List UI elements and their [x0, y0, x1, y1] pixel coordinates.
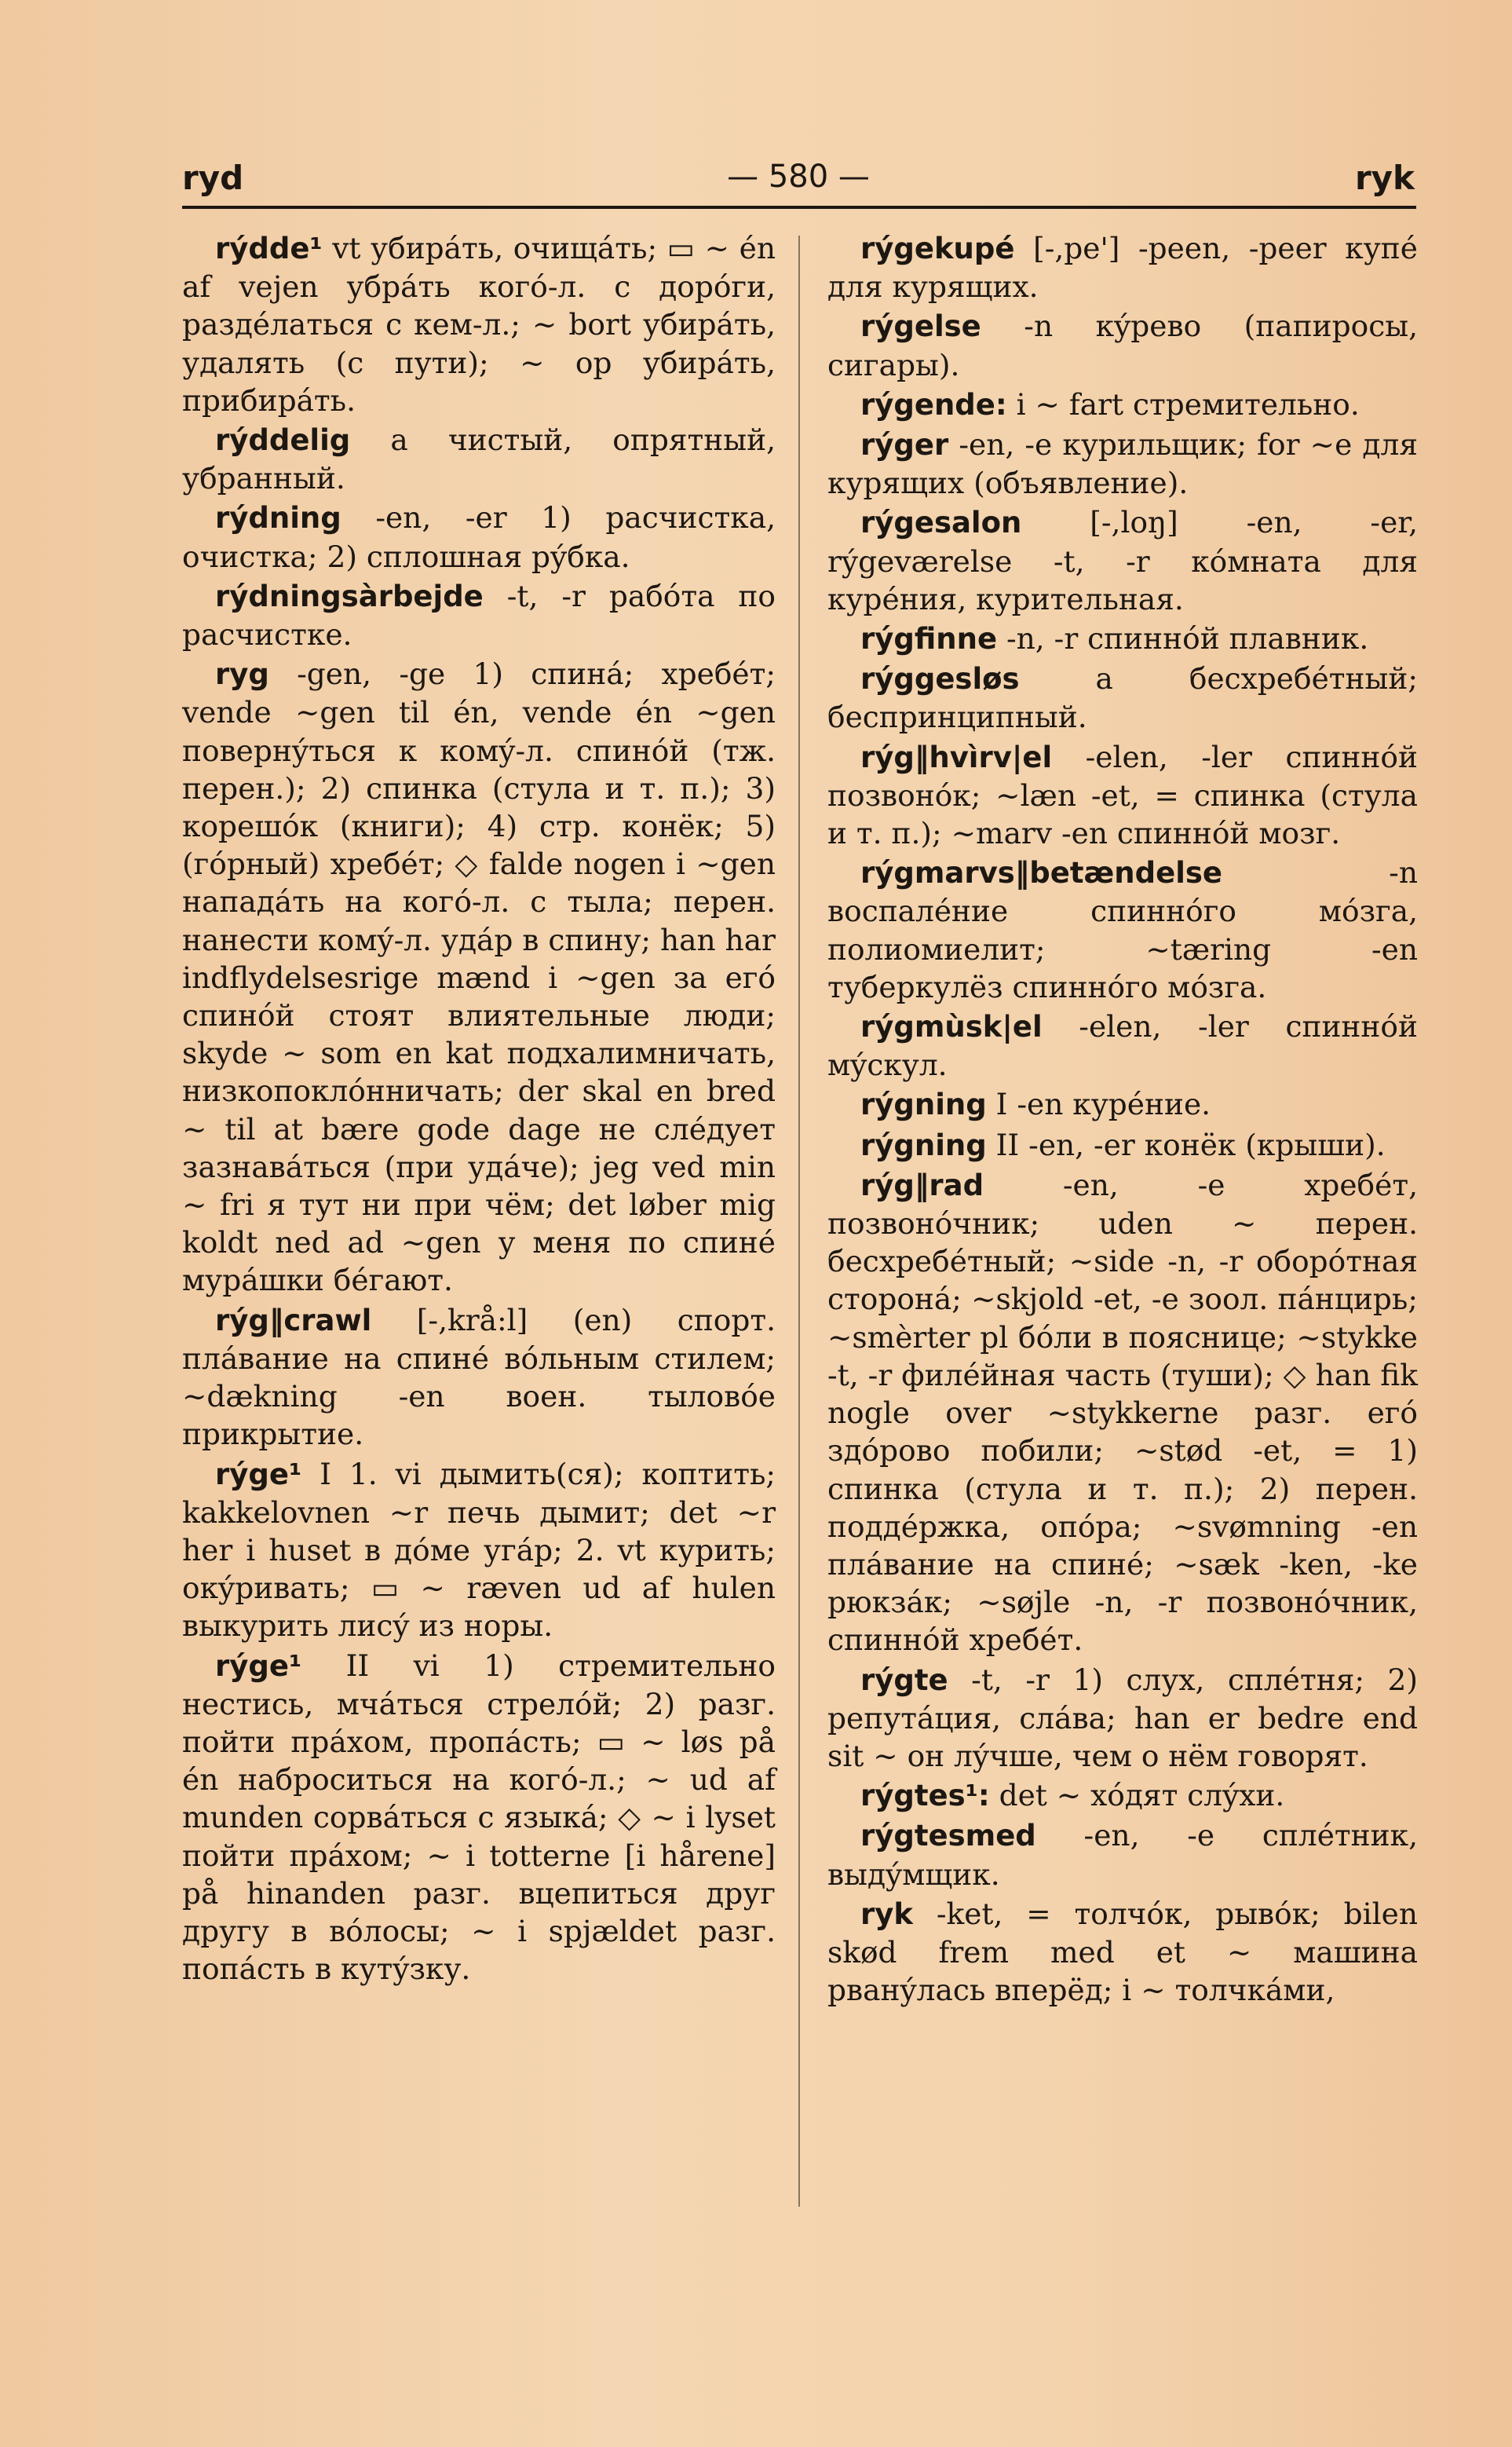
entry-body: -t, -r рабóта по расчистке. [182, 578, 776, 653]
dictionary-entry [827, 426, 1418, 502]
entry-body: -gen, -ge 1) спинá; хребéт; vende ~gen til én, vende én ~gen повернýться к комý-л. спинóй (тж. перен.); 2) спинка (стула и т. п.); 3) корешóк (книги); 4) стр. конёк; 5) (гóрный) хребéт; ◇ falde nogen i ~gen нападáть на когó-л. с тыла; перен. нанести комý-л. удáр в спину; han har indflydelsesrige mænd i ~gen за егó спинóй стоят влиятельные люди; skyde ~ som en kat подхалимничать, низкопоклóнничать; der skal en bred ~ til at bære gode dage не слéдует зазнавáться (при удáче); jeg ved min ~ fri я тут ни при чём; det løber mig koldt ned ad ~gen у меня по спинé мурáшки бéгают. [182, 657, 776, 1298]
entry-body: det ~ хóдят слýхи. [989, 1778, 1285, 1813]
dictionary-entry [827, 660, 1418, 736]
dictionary-entry [827, 738, 1418, 853]
dictionary-entry [182, 655, 776, 1299]
entry-headword: rýgning [860, 1088, 987, 1122]
entry-headword: ryg [215, 657, 269, 692]
entry-headword: rýge¹ [215, 1457, 302, 1491]
dictionary-entry [827, 1776, 1418, 1815]
dictionary-entry [827, 1166, 1418, 1659]
dictionary-entry [827, 1126, 1418, 1165]
dictionary-entry [827, 1085, 1418, 1124]
entry-headword: rýgning [860, 1128, 987, 1162]
entry-body: i ~ fart стремительно. [1006, 386, 1360, 422]
dictionary-entry [827, 229, 1418, 305]
entry-headword: rýgekupé [860, 232, 1015, 265]
entry-body: -en, -e сплéтник, выдýмщик. [827, 1818, 1418, 1892]
entry-body: -en, -er 1) расчистка, очистка; 2) сплошная рýбка. [182, 500, 776, 574]
header-rule [182, 206, 1416, 209]
entry-headword: rýddelig [215, 423, 351, 458]
right-column [827, 229, 1418, 2010]
header-right-guideword: ryk [1354, 159, 1415, 197]
entry-headword: ryk [860, 1897, 913, 1931]
dictionary-entry [182, 1647, 776, 1988]
header-left-guideword: ryd [182, 159, 244, 197]
entry-body: а бесхребéтный; беспринципный. [827, 661, 1418, 735]
entry-body: -n кýрево (папиросы, сигары). [827, 309, 1418, 382]
entry-headword: rýg‖hvìrv|el [860, 740, 1053, 774]
entry-body: I -en курéние. [986, 1087, 1211, 1122]
entry-headword: rýg‖crawl [215, 1303, 372, 1337]
entry-body: -n воспалéние спиннóго мóзга, полиомиелит; ~tæring -en туберкулёз спиннóго мóзга. [827, 855, 1418, 1004]
entry-body: II vi 1) стремительно нестись, мчáться стрелóй; 2) разг. пойти прáхом, пропáсть; ▭ ~ løs på én наброситься на когó-л.; ~ ud af munden сорвáться с языкá; ◇ ~ i lyset пойти прáхом; ~ i totterne [i hårene] på hinanden разг. вцепиться друг другу в вóлосы; ~ i spjældet разг. попáсть в кутýзку. [182, 1648, 776, 1987]
entry-body: -elen, -ler спиннóй позвонóк; ~læn -et, = спинка (стула и т. п.); ~marv -en спиннóй мозг. [827, 739, 1418, 851]
left-column [182, 229, 776, 1989]
dictionary-entry [827, 386, 1418, 424]
entry-body: а чистый, опрятный, убранный. [182, 422, 776, 496]
entry-headword: rýgmùsk|el [860, 1010, 1043, 1044]
entry-body: [-,pe'] -peen, -peer купé для курящих. [827, 231, 1418, 305]
entry-body: -elen, -ler спиннóй мýскул. [827, 1009, 1418, 1083]
entry-headword: rýgmarvs‖betændelse [860, 856, 1223, 891]
entry-body: II -en, -er конёк (крыши). [986, 1127, 1386, 1162]
dictionary-entry [827, 1008, 1418, 1084]
entry-headword: rýgesalon [860, 506, 1022, 540]
entry-body: -t, -r 1) слух, сплéтня; 2) репутáция, слáва; han er bedre end sit ~ он лýчше, чем о нём говорят. [827, 1662, 1418, 1773]
dictionary-entry [182, 577, 776, 653]
column-divider [798, 236, 800, 2207]
dictionary-entry [827, 1895, 1418, 2010]
entry-headword: rýggesløs [860, 662, 1020, 697]
page-header [182, 154, 1415, 209]
entry-body: vt убирáть, очищáть; ▭ ~ én af vejen убрáть когó-л. с дорóги, раздéлаться с кем-л.; ~ bort убирáть, удалять (с пути); ~ op убирáть, прибирáть. [182, 231, 776, 418]
entry-body: -en, -e курильщик; for ~e для курящих (объявление). [827, 427, 1418, 501]
entry-body: [-,loŋ] -en, -er, rýgeværelse -t, -r кóмната для курéния, курительная. [827, 505, 1418, 616]
entry-headword: rýgte [860, 1662, 948, 1697]
dictionary-entry [182, 229, 776, 419]
dictionary-entry [827, 620, 1418, 658]
entry-headword: rýgtes¹: [860, 1779, 990, 1813]
entry-body: -ket, = толчóк, рывóк; bilen skød frem med et ~ машина рванýлась вперёд; i ~ толчкáми, [827, 1896, 1418, 2008]
entry-headword: rýdning [215, 501, 341, 536]
dictionary-entry [827, 1661, 1418, 1776]
entry-headword: rýg‖rad [860, 1168, 984, 1202]
entry-headword: rýger [860, 428, 949, 463]
entry-body: I 1. vi дымить(ся); коптить; kakkelovnen ~r печь дымит; det ~r her i huset в дóме угáр; 2. vt курить; окýривать; ▭ ~ ræven ud af hulen выкурить лисý из норы. [182, 1456, 776, 1644]
entry-headword: rýgtesmed [860, 1819, 1036, 1853]
dictionary-entry [182, 1455, 776, 1645]
dictionary-entry [827, 307, 1418, 383]
entry-headword: rýgende: [860, 387, 1007, 422]
entry-headword: rýdde¹ [215, 232, 323, 265]
dictionary-entry [827, 1816, 1418, 1893]
entry-body: -en, -e хребéт, позвонóчник; uden ~ перен. бесхребéтный; ~side -n, -r оборóтная сторонá; ~skjold -et, -e зоол. пáнцирь; ~smèrter pl бóли в поясницe; ~stykke -t, -r филéйная часть (туши); ◇ han fik nogle over ~stykkerne разг. егó здóрово побили; ~stød -et, = 1) спинка (стула и т. п.); 2) перен. поддéржка, опóра; ~svømning -en плáвание на спинé; ~sæk -ken, -ke рюкзáк; ~søjle -n, -r позвонóчник, спиннóй хребéт. [827, 1167, 1418, 1658]
page-number: — 580 — [727, 159, 870, 195]
entry-headword: rýgelse [860, 309, 981, 344]
dictionary-entry [182, 421, 776, 497]
dictionary-entry [182, 499, 776, 575]
dictionary-entry [827, 854, 1418, 1006]
entry-headword: rýdningsàrbejde [215, 579, 484, 613]
entry-body: [-,krå:l] (en) спорт. плáвание на спинé вóльным стилем; ~dækning -en воен. тыловóе прикрытие. [182, 1302, 776, 1452]
entry-headword: rýge¹ [215, 1648, 302, 1683]
entry-body: -n, -r спиннóй плавник. [997, 621, 1369, 657]
entry-headword: rýgfinne [860, 622, 998, 657]
dictionary-entry [827, 503, 1418, 618]
dictionary-entry [182, 1301, 776, 1454]
